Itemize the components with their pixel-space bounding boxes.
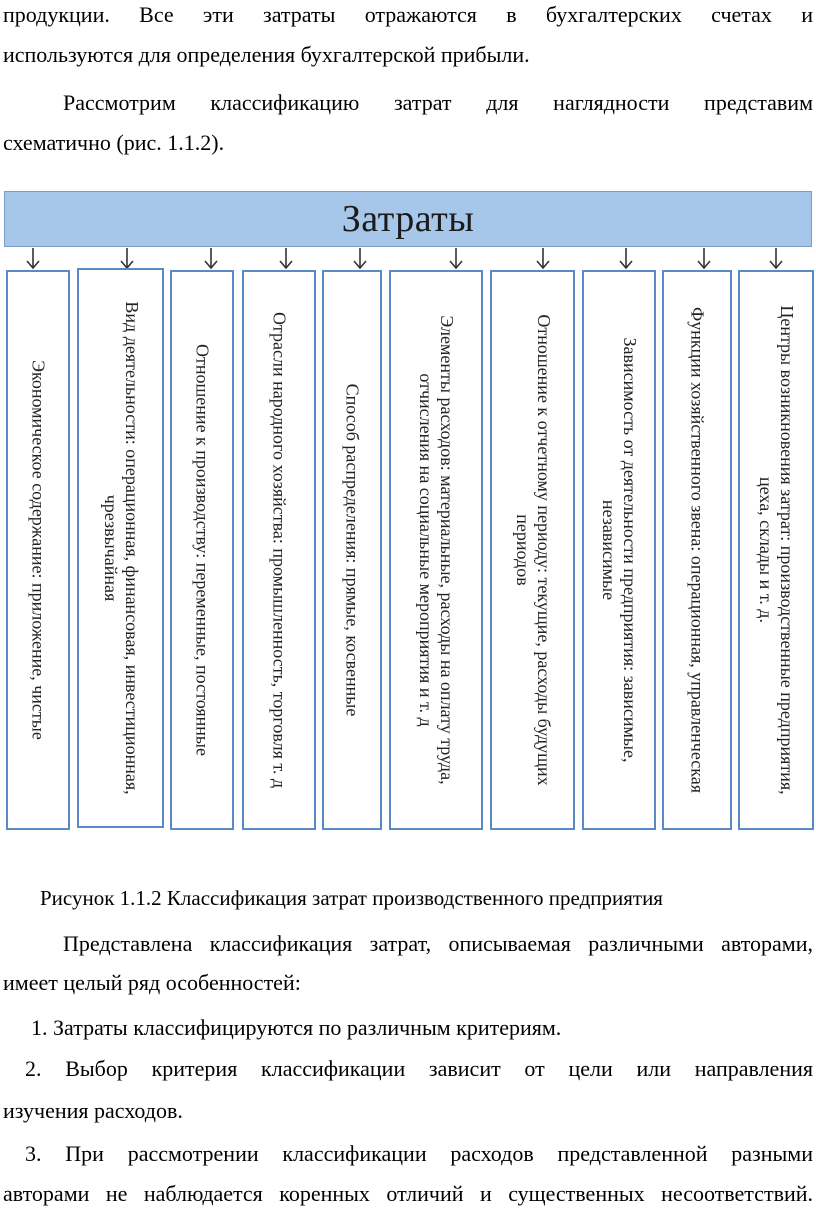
down-arrow-icon (119, 248, 135, 270)
classification-label: Зависимость от деятельности предприятия: зависимые, независимые (599, 337, 640, 763)
down-arrow-icon (618, 248, 634, 270)
diagram-root-label: Затраты (341, 198, 475, 240)
classification-label: Элементы расходов: материальные, расходы на оплату труда, отчисления на социальные мероприятия и т. д (416, 315, 457, 785)
classification-label: Способ распределения: прямые, косвенные (342, 383, 363, 717)
classification-box (6, 270, 70, 830)
diagram-root-banner (4, 191, 812, 247)
paragraph-line: схематично (рис. 1.1.2). (3, 130, 225, 155)
classification-label: Вид деятельности: операционная, финансовая, инвестиционная, чрезвычайная (100, 301, 142, 795)
paragraph-line: имеет целый ряд особенностей: (3, 970, 301, 995)
paragraph-line: Представлена классификация затрат, описываемая различными авторами, (63, 931, 813, 956)
down-arrow-icon (768, 248, 784, 270)
classification-label: Экономическое содержание: приложение, чистые (28, 360, 49, 740)
list-item-continuation: изучения расходов. (3, 1098, 183, 1123)
paragraph-line: Рассмотрим классификацию затрат для наглядности представим (63, 90, 813, 115)
classification-box (322, 270, 382, 830)
down-arrow-icon (278, 248, 294, 270)
down-arrow-icon (535, 248, 551, 270)
list-item-continuation: авторами не наблюдается коренных отличий и существенных несоответствий. (3, 1181, 813, 1206)
paragraph-line: используются для определения бухгалтерской прибыли. (3, 42, 530, 67)
down-arrow-icon (25, 248, 41, 270)
down-arrow-icon (696, 248, 712, 270)
list-item: 2. Выбор критерия классификации зависит от цели или направления (25, 1056, 813, 1081)
list-item: 3. При рассмотрении классификации расходов представленной разными (25, 1141, 813, 1166)
classification-box (738, 270, 814, 830)
classification-box (582, 270, 656, 830)
classification-label: Отношение к отчетному периоду: текущие, расходы будущих периодов (512, 314, 554, 786)
classification-box (77, 268, 164, 828)
paragraph-line: продукции. Все эти затраты отражаются в бухгалтерских счетах и (3, 2, 813, 27)
classification-box (389, 270, 483, 830)
list-item: 1. Затраты классифицируются по различным критериям. (31, 1015, 562, 1040)
classification-label: Центры возникновения затрат: производственные предприятия, цеха, склады и т. д. (756, 305, 797, 795)
classification-label: Функции хозяйственного звена: операционная, управленческая (687, 306, 708, 793)
classification-label: Отношение к производству: переменные, постоянные (192, 343, 213, 757)
down-arrow-icon (448, 248, 464, 270)
classification-box (242, 270, 316, 830)
classification-box (170, 270, 234, 830)
down-arrow-icon (203, 248, 219, 270)
classification-label: Отрасли народного хозяйства: промышленность, торговля т. д (269, 311, 290, 789)
classification-box (662, 270, 732, 830)
down-arrow-icon (352, 248, 368, 270)
classification-box (490, 270, 575, 830)
figure-caption: Рисунок 1.1.2 Классификация затрат производственного предприятия (40, 886, 663, 910)
